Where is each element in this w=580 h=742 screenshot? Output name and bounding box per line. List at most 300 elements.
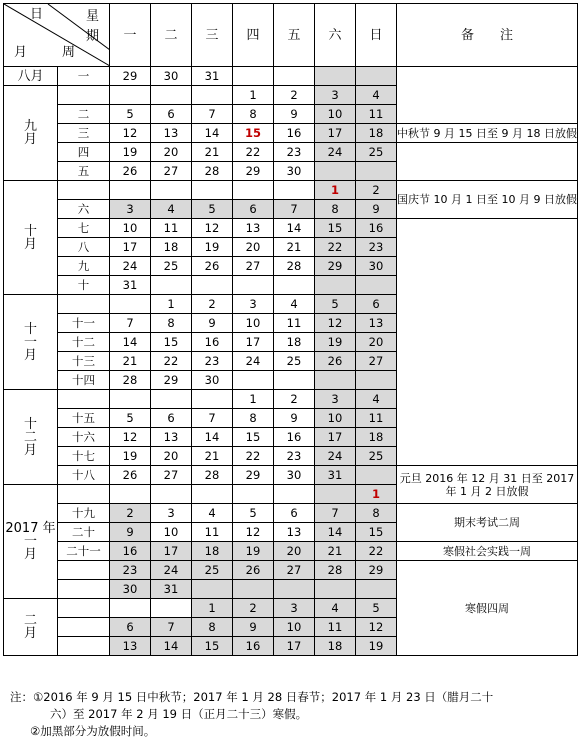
date-cell: 14 <box>151 637 192 656</box>
date-cell: 9 <box>192 314 233 333</box>
week-number-cell: 十五 <box>58 409 110 428</box>
date-cell: 8 <box>315 200 356 219</box>
week-number-cell: 二十 <box>58 523 110 542</box>
week-row <box>4 124 578 143</box>
date-cell: 14 <box>315 523 356 542</box>
date-cell: 6 <box>151 105 192 124</box>
header-thu: 四 <box>233 4 274 67</box>
date-cell: 3 <box>315 390 356 409</box>
date-cell: 26 <box>192 257 233 276</box>
week-number-cell <box>58 580 110 599</box>
date-cell <box>233 67 274 86</box>
date-cell: 12 <box>192 219 233 238</box>
date-cell: 13 <box>151 428 192 447</box>
date-cell: 3 <box>233 295 274 314</box>
month-label-part: 月 <box>23 132 37 147</box>
date-cell: 28 <box>315 561 356 580</box>
corner-label-yue: 月 <box>14 45 28 60</box>
date-cell: 25 <box>356 143 397 162</box>
date-cell: 28 <box>192 466 233 485</box>
month-label-part: 月 <box>23 236 37 252</box>
remark-newyear: 元旦 2016 年 12 月 31 日至 2017 年 1 月 2 日放假 <box>397 466 578 504</box>
date-cell: 15 <box>315 219 356 238</box>
date-cell: 31 <box>110 276 151 295</box>
remark-practice: 寒假社会实践一周 <box>397 542 578 561</box>
date-cell: 1 <box>233 390 274 409</box>
week-number-cell: 八 <box>58 238 110 257</box>
date-cell <box>274 485 315 504</box>
date-cell: 25 <box>356 447 397 466</box>
date-cell <box>274 371 315 390</box>
school-calendar-table <box>3 3 578 656</box>
week-row <box>4 542 578 561</box>
date-cell: 17 <box>151 542 192 561</box>
date-cell: 7 <box>151 618 192 637</box>
date-cell: 17 <box>233 333 274 352</box>
date-cell: 7 <box>110 314 151 333</box>
remark-empty <box>397 143 578 181</box>
date-cell: 9 <box>356 200 397 219</box>
date-cell <box>151 181 192 200</box>
date-cell: 12 <box>110 124 151 143</box>
date-cell: 21 <box>110 352 151 371</box>
date-cell: 11 <box>192 523 233 542</box>
date-cell: 1 <box>233 86 274 105</box>
date-cell: 5 <box>233 504 274 523</box>
date-cell: 28 <box>192 162 233 181</box>
week-number-cell <box>58 86 110 105</box>
date-cell: 24 <box>315 143 356 162</box>
week-number-cell: 十九 <box>58 504 110 523</box>
date-cell: 7 <box>192 105 233 124</box>
date-cell: 23 <box>274 447 315 466</box>
date-cell: 3 <box>151 504 192 523</box>
date-cell: 18 <box>315 637 356 656</box>
date-cell: 31 <box>151 580 192 599</box>
month-label-part: 二 <box>23 429 37 445</box>
month-cell-oct <box>4 181 58 295</box>
date-cell <box>110 390 151 409</box>
header-mon: 一 <box>110 4 151 67</box>
date-cell: 2 <box>233 599 274 618</box>
date-cell: 29 <box>233 162 274 181</box>
date-cell <box>192 276 233 295</box>
week-number-cell: 二十一 <box>58 542 110 561</box>
date-cell: 18 <box>356 124 397 143</box>
date-cell: 4 <box>274 295 315 314</box>
week-number-cell: 四 <box>58 143 110 162</box>
date-cell: 20 <box>151 143 192 162</box>
date-cell: 18 <box>356 428 397 447</box>
date-cell <box>151 86 192 105</box>
month-cell-sep <box>4 86 58 181</box>
week-number-cell <box>58 485 110 504</box>
date-cell: 13 <box>110 637 151 656</box>
week-number-cell: 二 <box>58 105 110 124</box>
date-cell: 22 <box>233 447 274 466</box>
month-cell-nov <box>4 295 58 390</box>
date-cell: 7 <box>274 200 315 219</box>
date-cell: 27 <box>233 257 274 276</box>
date-cell: 20 <box>356 333 397 352</box>
header-corner <box>4 4 110 67</box>
date-cell: 18 <box>274 333 315 352</box>
date-cell: 17 <box>315 124 356 143</box>
week-number-cell: 十一 <box>58 314 110 333</box>
remark-empty <box>397 67 578 124</box>
date-cell: 29 <box>151 371 192 390</box>
date-cell: 3 <box>274 599 315 618</box>
date-cell: 23 <box>356 238 397 257</box>
date-cell: 22 <box>233 143 274 162</box>
date-cell: 15 <box>356 523 397 542</box>
date-cell: 31 <box>315 466 356 485</box>
date-cell: 2 <box>110 504 151 523</box>
week-number-cell: 五 <box>58 162 110 181</box>
date-cell: 15 <box>151 333 192 352</box>
month-label-part: 十 <box>23 416 37 432</box>
date-cell: 8 <box>356 504 397 523</box>
date-cell: 4 <box>315 599 356 618</box>
date-cell: 6 <box>356 295 397 314</box>
date-cell: 2 <box>192 295 233 314</box>
header-remark: 备 注 <box>397 4 578 67</box>
date-cell: 21 <box>274 238 315 257</box>
date-cell: 26 <box>233 561 274 580</box>
date-cell: 5 <box>315 295 356 314</box>
date-cell <box>233 485 274 504</box>
corner-label-zhou: 周 <box>62 45 76 60</box>
week-row <box>4 561 578 580</box>
week-number-cell <box>58 637 110 656</box>
corner-label-ri: 日 <box>30 7 44 22</box>
date-cell: 19 <box>192 238 233 257</box>
date-cell: 27 <box>356 352 397 371</box>
date-cell <box>356 371 397 390</box>
week-number-cell: 十二 <box>58 333 110 352</box>
month-label-part: 月 <box>23 347 37 363</box>
date-cell <box>151 485 192 504</box>
week-row <box>4 504 578 523</box>
date-cell <box>110 181 151 200</box>
date-cell: 12 <box>110 428 151 447</box>
date-cell: 2 <box>356 181 397 200</box>
date-cell: 22 <box>151 352 192 371</box>
week-number-cell: 十三 <box>58 352 110 371</box>
date-cell: 10 <box>233 314 274 333</box>
month-label-part: 月 <box>23 442 37 458</box>
date-cell: 27 <box>274 561 315 580</box>
date-cell: 17 <box>110 238 151 257</box>
date-cell: 30 <box>274 162 315 181</box>
date-cell <box>233 181 274 200</box>
date-cell: 23 <box>110 561 151 580</box>
date-cell: 26 <box>110 466 151 485</box>
date-cell: 10 <box>315 105 356 124</box>
date-cell <box>356 276 397 295</box>
date-cell: 14 <box>274 219 315 238</box>
date-cell: 6 <box>110 618 151 637</box>
date-cell: 12 <box>315 314 356 333</box>
date-cell <box>151 599 192 618</box>
date-cell: 9 <box>274 105 315 124</box>
date-cell: 11 <box>315 618 356 637</box>
date-cell: 19 <box>110 143 151 162</box>
date-cell: 5 <box>356 599 397 618</box>
month-label-part: 一 <box>23 534 37 549</box>
date-cell: 4 <box>356 390 397 409</box>
month-label-part: 月 <box>23 547 37 562</box>
date-cell: 10 <box>110 219 151 238</box>
month-label-part: 一 <box>23 334 37 350</box>
date-cell: 12 <box>356 618 397 637</box>
week-number-cell <box>58 181 110 200</box>
header-fri: 五 <box>274 4 315 67</box>
footnotes <box>10 689 570 740</box>
date-cell: 16 <box>192 333 233 352</box>
week-number-cell: 十四 <box>58 371 110 390</box>
date-cell: 14 <box>192 428 233 447</box>
date-cell <box>110 295 151 314</box>
date-cell: 17 <box>315 428 356 447</box>
date-cell <box>274 276 315 295</box>
date-cell <box>233 276 274 295</box>
month-label-part: 十 <box>23 223 37 239</box>
date-cell: 18 <box>192 542 233 561</box>
date-cell: 2 <box>274 390 315 409</box>
date-cell: 18 <box>151 238 192 257</box>
week-number-cell: 十七 <box>58 447 110 466</box>
date-cell <box>233 371 274 390</box>
date-cell: 10 <box>274 618 315 637</box>
date-cell <box>192 86 233 105</box>
date-cell: 12 <box>233 523 274 542</box>
date-cell: 16 <box>274 428 315 447</box>
month-cell-dec <box>4 390 58 485</box>
date-cell: 25 <box>151 257 192 276</box>
date-cell: 24 <box>110 257 151 276</box>
date-cell: 13 <box>274 523 315 542</box>
date-cell: 30 <box>192 371 233 390</box>
date-cell: 21 <box>192 447 233 466</box>
date-cell: 19 <box>233 542 274 561</box>
date-cell <box>151 390 192 409</box>
date-cell: 10 <box>151 523 192 542</box>
date-cell: 5 <box>110 409 151 428</box>
date-cell <box>110 599 151 618</box>
note-line-2: 六）至 2017 年 2 月 19 日（正月二十三）寒假。 <box>50 707 308 721</box>
date-cell: 15 <box>233 428 274 447</box>
date-cell <box>192 485 233 504</box>
date-cell <box>192 390 233 409</box>
note-line-1: 注：①2016 年 9 月 15 日中秋节；2017 年 1 月 28 日春节；2017 年 1 月 23 日（腊月二十 <box>10 690 494 704</box>
date-cell: 8 <box>233 105 274 124</box>
month-cell-aug: 八月 <box>4 67 58 86</box>
remark-winter: 寒假四周 <box>397 561 578 656</box>
date-cell <box>274 67 315 86</box>
week-number-cell <box>58 561 110 580</box>
remark-midautumn: 中秋节 9 月 15 日至 9 月 18 日放假 <box>397 124 578 143</box>
date-cell: 24 <box>151 561 192 580</box>
date-cell: 9 <box>233 618 274 637</box>
header-wed: 三 <box>192 4 233 67</box>
header-sun: 日 <box>356 4 397 67</box>
date-cell: 28 <box>274 257 315 276</box>
date-cell: 4 <box>192 504 233 523</box>
week-number-cell: 十八 <box>58 466 110 485</box>
date-cell: 13 <box>151 124 192 143</box>
date-cell: 25 <box>192 561 233 580</box>
date-cell: 31 <box>192 67 233 86</box>
date-cell: 24 <box>233 352 274 371</box>
date-cell <box>356 162 397 181</box>
week-number-cell <box>58 295 110 314</box>
date-cell: 6 <box>233 200 274 219</box>
month-label-part: 九 <box>23 119 37 134</box>
header-row <box>4 4 578 67</box>
date-cell: 15 <box>233 124 274 143</box>
date-cell <box>274 181 315 200</box>
date-cell <box>274 580 315 599</box>
date-cell <box>110 485 151 504</box>
date-cell: 11 <box>356 409 397 428</box>
date-cell: 5 <box>192 200 233 219</box>
remark-empty <box>397 219 578 466</box>
date-cell: 29 <box>356 561 397 580</box>
date-cell: 16 <box>274 124 315 143</box>
week-number-cell: 十 <box>58 276 110 295</box>
date-cell <box>315 485 356 504</box>
date-cell: 5 <box>110 105 151 124</box>
week-number-cell: 三 <box>58 124 110 143</box>
date-cell: 8 <box>151 314 192 333</box>
date-cell: 1 <box>151 295 192 314</box>
week-number-cell: 十六 <box>58 428 110 447</box>
date-cell: 19 <box>356 637 397 656</box>
date-cell: 26 <box>315 352 356 371</box>
date-cell: 4 <box>356 86 397 105</box>
date-cell: 23 <box>192 352 233 371</box>
date-cell: 23 <box>274 143 315 162</box>
date-cell: 16 <box>233 637 274 656</box>
date-cell <box>110 86 151 105</box>
date-cell: 20 <box>274 542 315 561</box>
date-cell: 13 <box>356 314 397 333</box>
date-cell: 20 <box>151 447 192 466</box>
date-cell <box>315 276 356 295</box>
week-number-cell <box>58 390 110 409</box>
date-cell: 11 <box>274 314 315 333</box>
date-cell: 19 <box>110 447 151 466</box>
date-cell: 25 <box>274 352 315 371</box>
date-cell: 27 <box>151 162 192 181</box>
date-cell: 21 <box>315 542 356 561</box>
date-cell: 1 <box>356 485 397 504</box>
date-cell: 27 <box>151 466 192 485</box>
date-cell: 9 <box>110 523 151 542</box>
week-row <box>4 466 578 485</box>
week-row <box>4 181 578 200</box>
date-cell: 19 <box>315 333 356 352</box>
header-tue: 二 <box>151 4 192 67</box>
date-cell <box>151 276 192 295</box>
date-cell: 1 <box>192 599 233 618</box>
date-cell <box>356 580 397 599</box>
date-cell: 14 <box>110 333 151 352</box>
date-cell: 30 <box>274 466 315 485</box>
header-sat: 六 <box>315 4 356 67</box>
date-cell: 8 <box>233 409 274 428</box>
date-cell: 13 <box>233 219 274 238</box>
date-cell <box>315 580 356 599</box>
date-cell: 9 <box>274 409 315 428</box>
remark-exam: 期末考试二周 <box>397 504 578 542</box>
date-cell: 20 <box>233 238 274 257</box>
month-label-part: 月 <box>23 626 37 641</box>
date-cell: 3 <box>315 86 356 105</box>
date-cell: 6 <box>151 409 192 428</box>
date-cell: 22 <box>356 542 397 561</box>
date-cell: 7 <box>315 504 356 523</box>
week-row <box>4 143 578 162</box>
date-cell: 22 <box>315 238 356 257</box>
week-number-cell: 九 <box>58 257 110 276</box>
date-cell: 2 <box>274 86 315 105</box>
week-number-cell: 七 <box>58 219 110 238</box>
date-cell <box>315 67 356 86</box>
date-cell: 4 <box>151 200 192 219</box>
date-cell: 29 <box>315 257 356 276</box>
month-label-part: 二 <box>23 613 37 628</box>
date-cell: 16 <box>356 219 397 238</box>
month-label-part: 2017 年 <box>5 521 56 536</box>
date-cell <box>315 371 356 390</box>
remark-national: 国庆节 10 月 1 日至 10 月 9 日放假 <box>397 181 578 219</box>
week-number-cell: 一 <box>58 67 110 86</box>
week-row <box>4 67 578 86</box>
date-cell: 30 <box>110 580 151 599</box>
date-cell <box>315 162 356 181</box>
date-cell: 8 <box>192 618 233 637</box>
date-cell: 30 <box>356 257 397 276</box>
date-cell: 1 <box>315 181 356 200</box>
date-cell: 30 <box>151 67 192 86</box>
week-number-cell <box>58 599 110 618</box>
date-cell: 28 <box>110 371 151 390</box>
date-cell <box>233 580 274 599</box>
date-cell: 3 <box>110 200 151 219</box>
week-row <box>4 219 578 238</box>
month-label-part: 十 <box>23 321 37 337</box>
date-cell: 16 <box>110 542 151 561</box>
date-cell: 6 <box>274 504 315 523</box>
date-cell: 10 <box>315 409 356 428</box>
note-line-3: ②加黑部分为放假时间。 <box>30 724 156 738</box>
date-cell: 11 <box>356 105 397 124</box>
month-cell-jan <box>4 485 58 599</box>
corner-label-xing: 星 <box>86 9 100 24</box>
month-cell-feb <box>4 599 58 656</box>
date-cell: 26 <box>110 162 151 181</box>
week-number-cell: 六 <box>58 200 110 219</box>
date-cell: 29 <box>233 466 274 485</box>
date-cell <box>356 466 397 485</box>
date-cell <box>192 181 233 200</box>
date-cell: 17 <box>274 637 315 656</box>
week-number-cell <box>58 618 110 637</box>
date-cell: 21 <box>192 143 233 162</box>
corner-label-qi: 期 <box>86 29 100 44</box>
